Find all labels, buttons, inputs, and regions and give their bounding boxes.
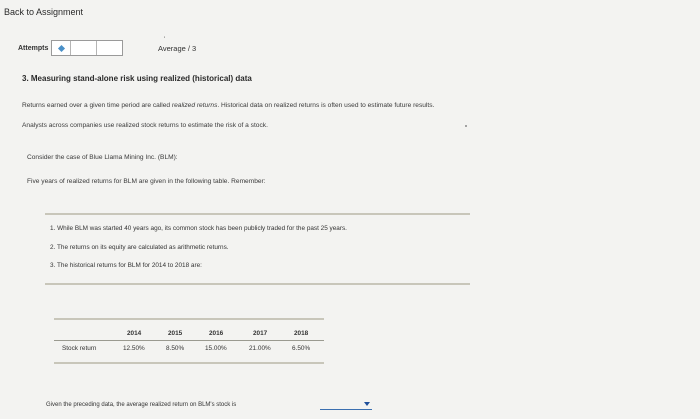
year-header: 2016 [209,330,224,337]
average-score [158,37,197,53]
attempts-cell-1 [52,41,71,55]
intro-line-1-pre: Returns earned over a given time period are called [22,102,172,109]
final-question-text: Given the preceding data, the average realized return on BLM's stock is [46,402,237,408]
attempts-cell-2 [71,41,97,55]
row-label: Stock return [62,345,97,352]
intro-line-2: Analysts across companies use realized stock returns to estimate the risk of a stock. [22,122,268,129]
return-value: 8.50% [166,345,185,352]
tick-mark: ' [164,37,166,43]
note-item-3: 3. The historical returns for BLM for 2014 to 2018 are: [50,262,202,269]
intro-line-1 [22,102,434,109]
return-value: 15.00% [205,345,227,352]
back-to-assignment-link[interactable]: Back to Assignment [4,7,84,17]
stray-dot [465,125,467,127]
attempts-cell-3 [97,41,122,55]
attempts-tracker [51,40,123,56]
return-value: 6.50% [292,345,311,352]
case-line: Consider the case of Blue Llama Mining Inc. (BLM): [27,154,178,161]
average-return-dropdown[interactable] [320,400,372,410]
year-header: 2017 [253,330,268,337]
year-header: 2018 [294,330,309,337]
year-header: 2015 [168,330,183,337]
attempts-row [18,40,123,56]
given-line: Five years of realized returns for BLM are given in the following table. Remember: [27,178,266,185]
realized-returns-term: realized returns [171,102,218,109]
notes-box [45,213,470,285]
return-value: 12.50% [123,345,145,352]
average-label: Average / 3 [158,44,197,53]
question-title: 3. Measuring stand-alone risk using realized (historical) data [22,74,252,83]
diamond-icon [58,44,65,51]
return-value: 21.00% [249,345,271,352]
attempts-label: Attempts [18,44,49,52]
returns-table [54,318,324,364]
intro-line-1-post: . Historical data on realized returns is often used to estimate future results. [217,102,435,109]
table-header-divider [54,340,324,341]
note-item-2: 2. The returns on its equity are calculated as arithmetic returns. [50,244,229,251]
note-item-1: 1. While BLM was started 40 years ago, its common stock has been publicly traded for the past 25 years. [50,225,347,232]
year-header: 2014 [127,330,142,337]
caret-down-icon [364,402,370,406]
